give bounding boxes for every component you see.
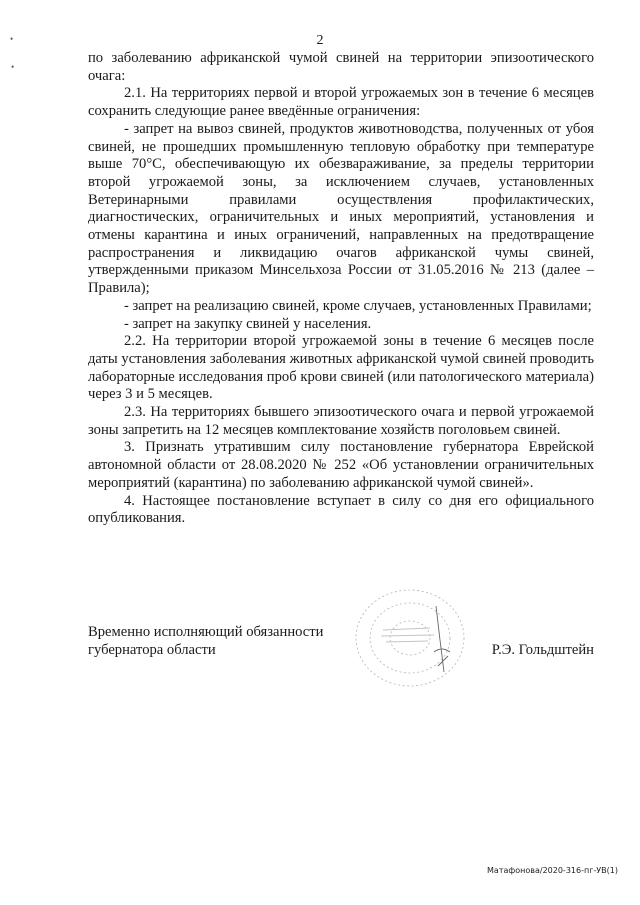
- paragraph-2-1: 2.1. На территориях первой и второй угрожаемых зон в течение 6 месяцев сохранить следующие ранее введённые ограничения:: [88, 85, 594, 120]
- document-body: [88, 50, 594, 528]
- paragraph-sale-ban: - запрет на реализацию свиней, кроме случаев, установленных Правилами;: [124, 297, 592, 314]
- paragraph-export-ban: - запрет на вывоз свиней, продуктов животноводства, полученных от убоя свиней, не прошедших промышленную тепловую обработку при температуре выше 70°С, обеспечивающую их обезвараживание, за пределы территории второй угрожаемой зоны, за исключением случаев, установленных Ветеринарными правилами осуществления профилактических, диагностических, ограничительных и иных мероприятий, установления и отмены карантина и иных ограничений, направленных на предотвращение распространения и ликвидацию очагов африканской чумы свиней, утвержденными приказом Минсельхоза России от 31.05.2016 № 213 (далее – Правила);: [88, 120, 594, 297]
- signer-title-line1: Временно исполняющий обязанности: [88, 624, 324, 640]
- paragraph-3: 3. Признать утратившим силу постановление губернатора Еврейской автономной области от 28.08.2020 № 252 «Об установлении ограничительных мероприятий (карантина) по заболеванию африканской чумой свиней».: [88, 439, 594, 491]
- page-number: 2: [316, 33, 324, 48]
- paragraph-2-3: 2.3. На территориях бывшего эпизоотического очага и первой угрожаемой зоны запретить на 12 месяцев комплектование хозяйств поголовьем свиней.: [88, 404, 594, 438]
- paragraph-2-2: 2.2. На территории второй угрожаемой зоны в течение 6 месяцев после даты установления заболевания животных африканской чумой свиней проводить лабораторные исследования проб крови свиней (или патологического материала) через 3 и 5 месяцев.: [88, 333, 594, 403]
- margin-mark: •: [10, 34, 14, 44]
- signer-name: Р.Э. Гольдштейн: [491, 641, 594, 658]
- paragraph-4: 4. Настоящее постановление вступает в силу со дня его официального опубликования.: [88, 492, 594, 527]
- document-footer-code: Матафонова/2020-316-пг-УВ(1): [487, 866, 618, 875]
- paragraph-continuation: по заболеванию африканской чумой свиней на территории эпизоотического очага:: [88, 50, 594, 84]
- paragraph-purchase-ban: - запрет на закупку свиней у населения.: [124, 315, 372, 332]
- signer-title-line2: губернатора области: [88, 641, 216, 658]
- margin-mark: •: [11, 62, 15, 72]
- signature-block: [88, 624, 594, 659]
